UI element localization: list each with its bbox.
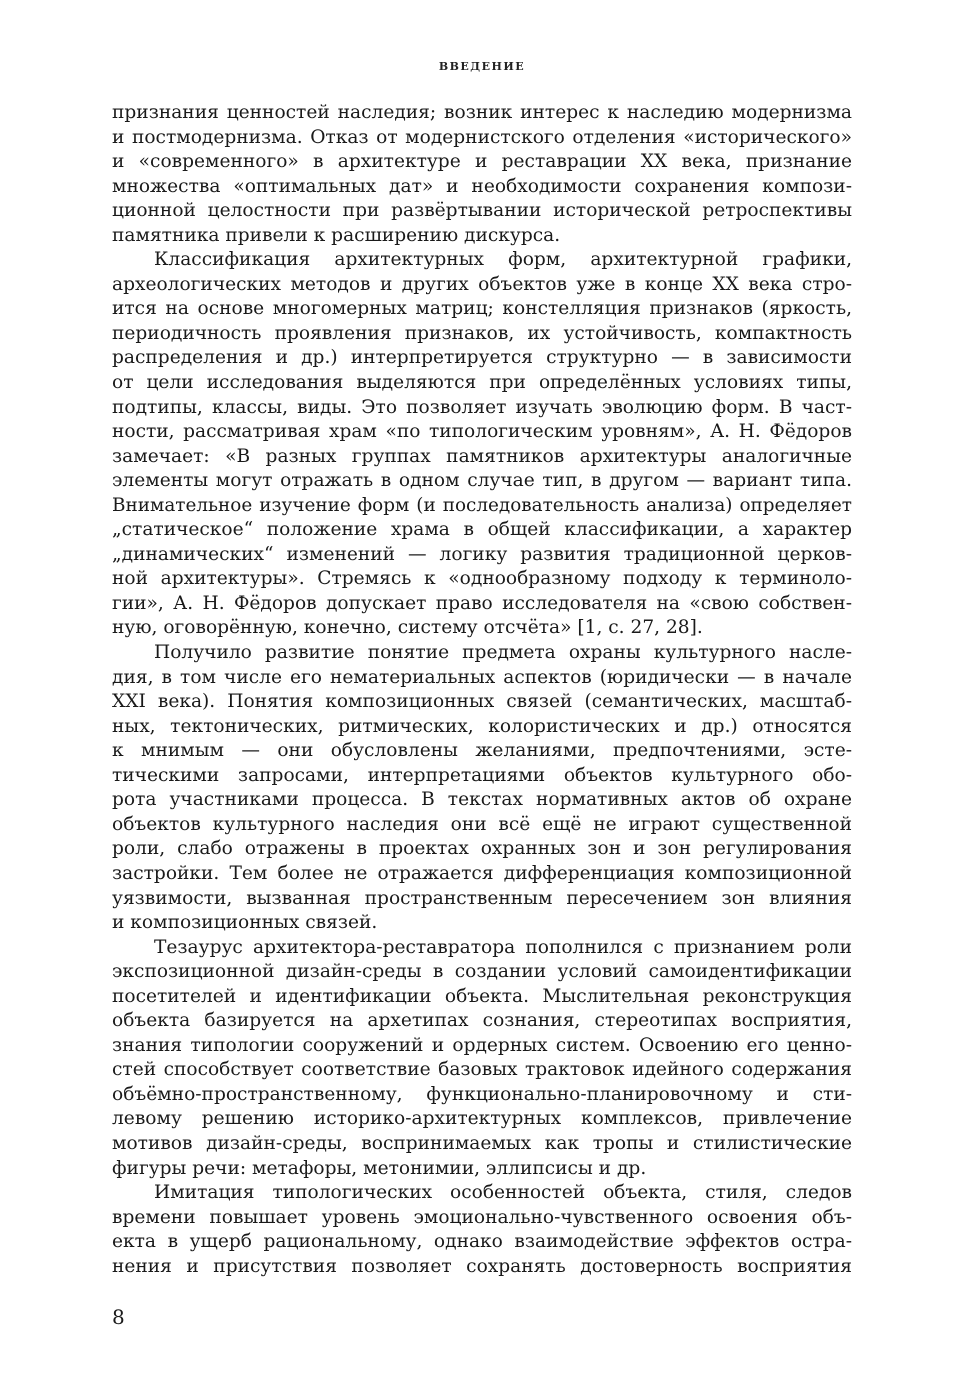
- paragraph: [112, 641, 852, 936]
- text-line: знания типологии сооружений и ордерных систем. Освоению его ценно-: [112, 1034, 852, 1056]
- text-line: от цели исследования выделяются при определённых условиях типы,: [112, 372, 852, 394]
- page-number: 8: [112, 1305, 125, 1329]
- text-line: ционной целостности при развёртывании исторической ретроспективы: [112, 200, 852, 222]
- text-line: посетителей и идентификации объекта. Мыслительная реконструкция: [112, 985, 852, 1007]
- text-line: элементы могут отражать в одном случае тип, в другом — вариант типа.: [112, 470, 852, 492]
- text-line: подтипы, классы, виды. Это позволяет изучать эволюцию форм. В част-: [112, 396, 852, 418]
- text-line: Внимательное изучение форм (и последовательность анализа) определяет: [112, 494, 852, 516]
- text-line: ности, рассматривая храм «по типологическим уровням», А. Н. Фёдоров: [112, 421, 852, 443]
- book-page: [112, 0, 852, 1388]
- text-line: Тезаурус архитектора-реставратора пополнился с признанием роли: [154, 936, 852, 958]
- text-line: ную, оговорённую, конечно, систему отсчёта» [1, с. 27, 28].: [112, 617, 703, 639]
- text-line: уязвимости, вызванная пространственным пересечением зон влияния: [112, 887, 852, 909]
- text-line: фигуры речи: метафоры, метонимии, эллипсисы и др.: [112, 1157, 647, 1179]
- text-line: тическими запросами, интерпретациями объектов культурного обо-: [112, 764, 852, 786]
- text-line: объёмно-пространственному, функционально-планировочному и сти-: [112, 1083, 852, 1105]
- text-line: XXI века). Понятия композиционных связей (семантических, масштаб-: [112, 691, 852, 713]
- text-line: времени повышает уровень эмоционально-чувственного освоения объ-: [112, 1206, 852, 1228]
- text-line: множества «оптимальных дат» и необходимости сохранения компози-: [112, 175, 852, 197]
- text-line: археологических методов и других объектов уже в конце XX века стро-: [112, 273, 852, 295]
- text-line: объекта базируется на архетипах сознания, стереотипах восприятия,: [112, 1010, 852, 1032]
- text-line: памятника привели к расширению дискурса.: [112, 224, 561, 246]
- text-line: мотивов дизайн-среды, воспринимаемых как тропы и стилистические: [112, 1132, 852, 1154]
- paragraph: [112, 1181, 852, 1279]
- text-line: ится на основе многомерных матриц; констелляция признаков (яркость,: [112, 298, 852, 320]
- text-line: дия, в том числе его нематериальных аспектов (юридически — в начале: [112, 666, 852, 688]
- text-line: „динамических“ изменений — логику развития традиционной церков-: [112, 543, 852, 565]
- text-line: „статическое“ положение храма в общей классификации, а характер: [112, 519, 852, 541]
- text-line: Имитация типологических особенностей объекта, стиля, следов: [154, 1182, 852, 1204]
- text-line: рота участниками процесса. В текстах нормативных актов об охране: [112, 789, 852, 811]
- text-line: объектов культурного наследия они всё ещё не играют существенной: [112, 813, 852, 835]
- text-line: гии», А. Н. Фёдоров допускает право исследователя на «свою собствен-: [112, 592, 852, 614]
- text-line: замечает: «В разных группах памятников архитектуры аналогичные: [112, 445, 852, 467]
- running-head: ВВЕДЕНИЕ: [438, 60, 526, 73]
- text-line: и постмодернизма. Отказ от модернистского отделения «исторического»: [112, 126, 852, 148]
- text-line: ных, тектонических, ритмических, колористических и др.) относятся: [112, 715, 852, 737]
- text-line: и «современного» в архитектуре и реставрации XX века, признание: [112, 151, 852, 173]
- text-line: ной архитектуры». Стремясь к «однообразному подходу к терминоло-: [112, 568, 852, 590]
- text-line: екта в ущерб рациональному, однако взаимодействие эффектов остра-: [112, 1231, 852, 1253]
- text-line: Классификация архитектурных форм, архитектурной графики,: [154, 249, 852, 271]
- body-text: [112, 101, 852, 1279]
- text-line: экспозиционной дизайн-среды в создании условий самоидентификации: [112, 961, 852, 983]
- text-line: стей способствует соответствие базовых трактовок идейного содержания: [112, 1059, 852, 1081]
- text-line: застройки. Тем более не отражается дифференциация композиционной: [112, 862, 852, 884]
- text-line: левому решению историко-архитектурных комплексов, привлечение: [112, 1108, 852, 1130]
- text-line: признания ценностей наследия; возник интерес к наследию модернизма: [112, 102, 852, 123]
- paragraph: [112, 936, 852, 1181]
- text-line: и композиционных связей.: [112, 912, 378, 934]
- text-line: к мнимым — они обусловлены желаниями, предпочтениями, эсте-: [112, 740, 852, 762]
- text-line: распределения и др.) интерпретируется структурно — в зависимости: [112, 347, 852, 369]
- text-line: нения и присутствия позволяет сохранять достоверность восприятия: [112, 1255, 852, 1277]
- paragraph: [112, 101, 852, 248]
- text-line: Получило развитие понятие предмета охраны культурного насле-: [154, 642, 852, 664]
- text-line: периодичность проявления признаков, их устойчивость, компактность: [112, 322, 852, 344]
- paragraph: [112, 248, 852, 641]
- text-line: роли, слабо отражены в проектах охранных зон и зон регулирования: [112, 838, 852, 860]
